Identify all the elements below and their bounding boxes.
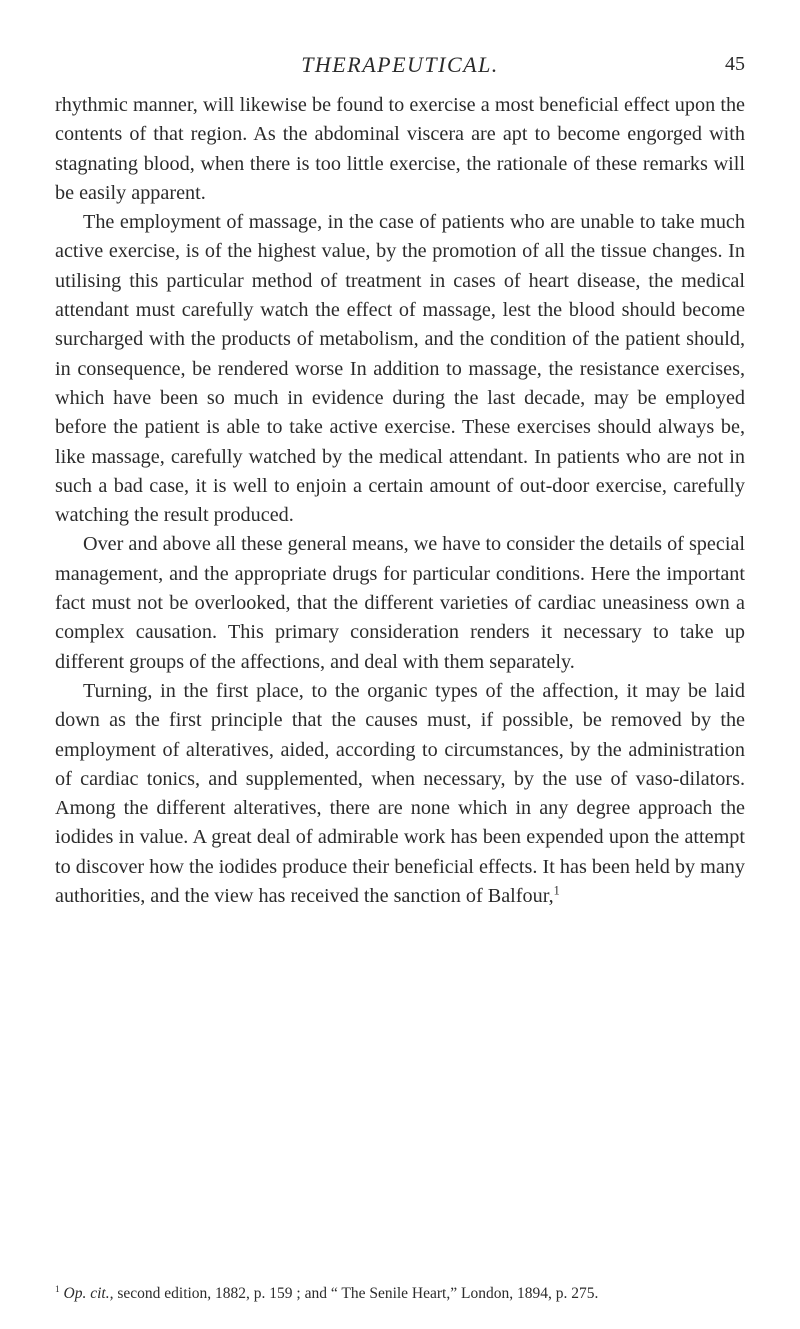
running-title: THERAPEUTICAL. [301,52,499,77]
paragraph-massage: The employment of massage, in the case of patients who are unable to take much active exercise, is of the highest value, by the promotion of all the tissue changes. In utilising this particular method of treatment in cases of heart disease, the medical attendant must carefully watch the effect of massage, lest the blood should become surcharged with the products of metabolism, and the condition of the patient should, in consequence, be rendered worse In addition to massage, the resistance exercises, which have been so much in evidence during the last decade, may be employed before the patient is able to take active exercise. These exercises should always be, like massage, carefully watched by the medical attendant. In patients who are not in such a bad case, it is well to enjoin a certain amount of out-door exercise, carefully watching the result produced. [55,211,745,527]
footnote-marker: 1 [55,1284,60,1295]
page-number: 45 [725,53,745,75]
body-text [55,91,745,911]
paragraph-special-management: Over and above all these general means, we have to consider the details of special management, and the appropriate drugs for particular conditions. Here the important fact must not be overlooked, that the different varieties of cardiac uneasiness own a complex causation. This primary consideration renders it necessary to take up different groups of the affections, and deal with them separately. [55,533,745,673]
footnote-text: second edition, 1882, p. 159 ; and “ The Senile Heart,” London, 1894, p. 275. [113,1285,599,1302]
paragraph-organic-types-text: Turning, in the first place, to the organic types of the affection, it may be laid down as the first principle that the causes must, if possible, be removed by the employment of alteratives, aided, according to circumstances, by the administration of cardiac tonics, and supplemented, when necessary, by the use of vaso-dilators. Among the different alteratives, there are none which in any degree approach the iodides in value. A great deal of admirable work has been expended upon the attempt to discover how the iodides produce their beneficial effects. It has been held by many authorities, and the view has received the sanction of Balfour, [55,679,745,908]
running-header [55,52,745,82]
footnote [55,1284,745,1304]
paragraph-continuation: rhythmic manner, will likewise be found to exercise a most beneficial effect upon the contents of that region. As the abdominal viscera are apt to become engorged with stagnating blood, when there is too little exercise, the rationale of these remarks will be easily apparent. [55,94,745,204]
footnote-reference: 1 [553,883,560,898]
paragraph-organic-types [55,677,745,911]
footnote-citation: Op. cit., [63,1285,114,1302]
